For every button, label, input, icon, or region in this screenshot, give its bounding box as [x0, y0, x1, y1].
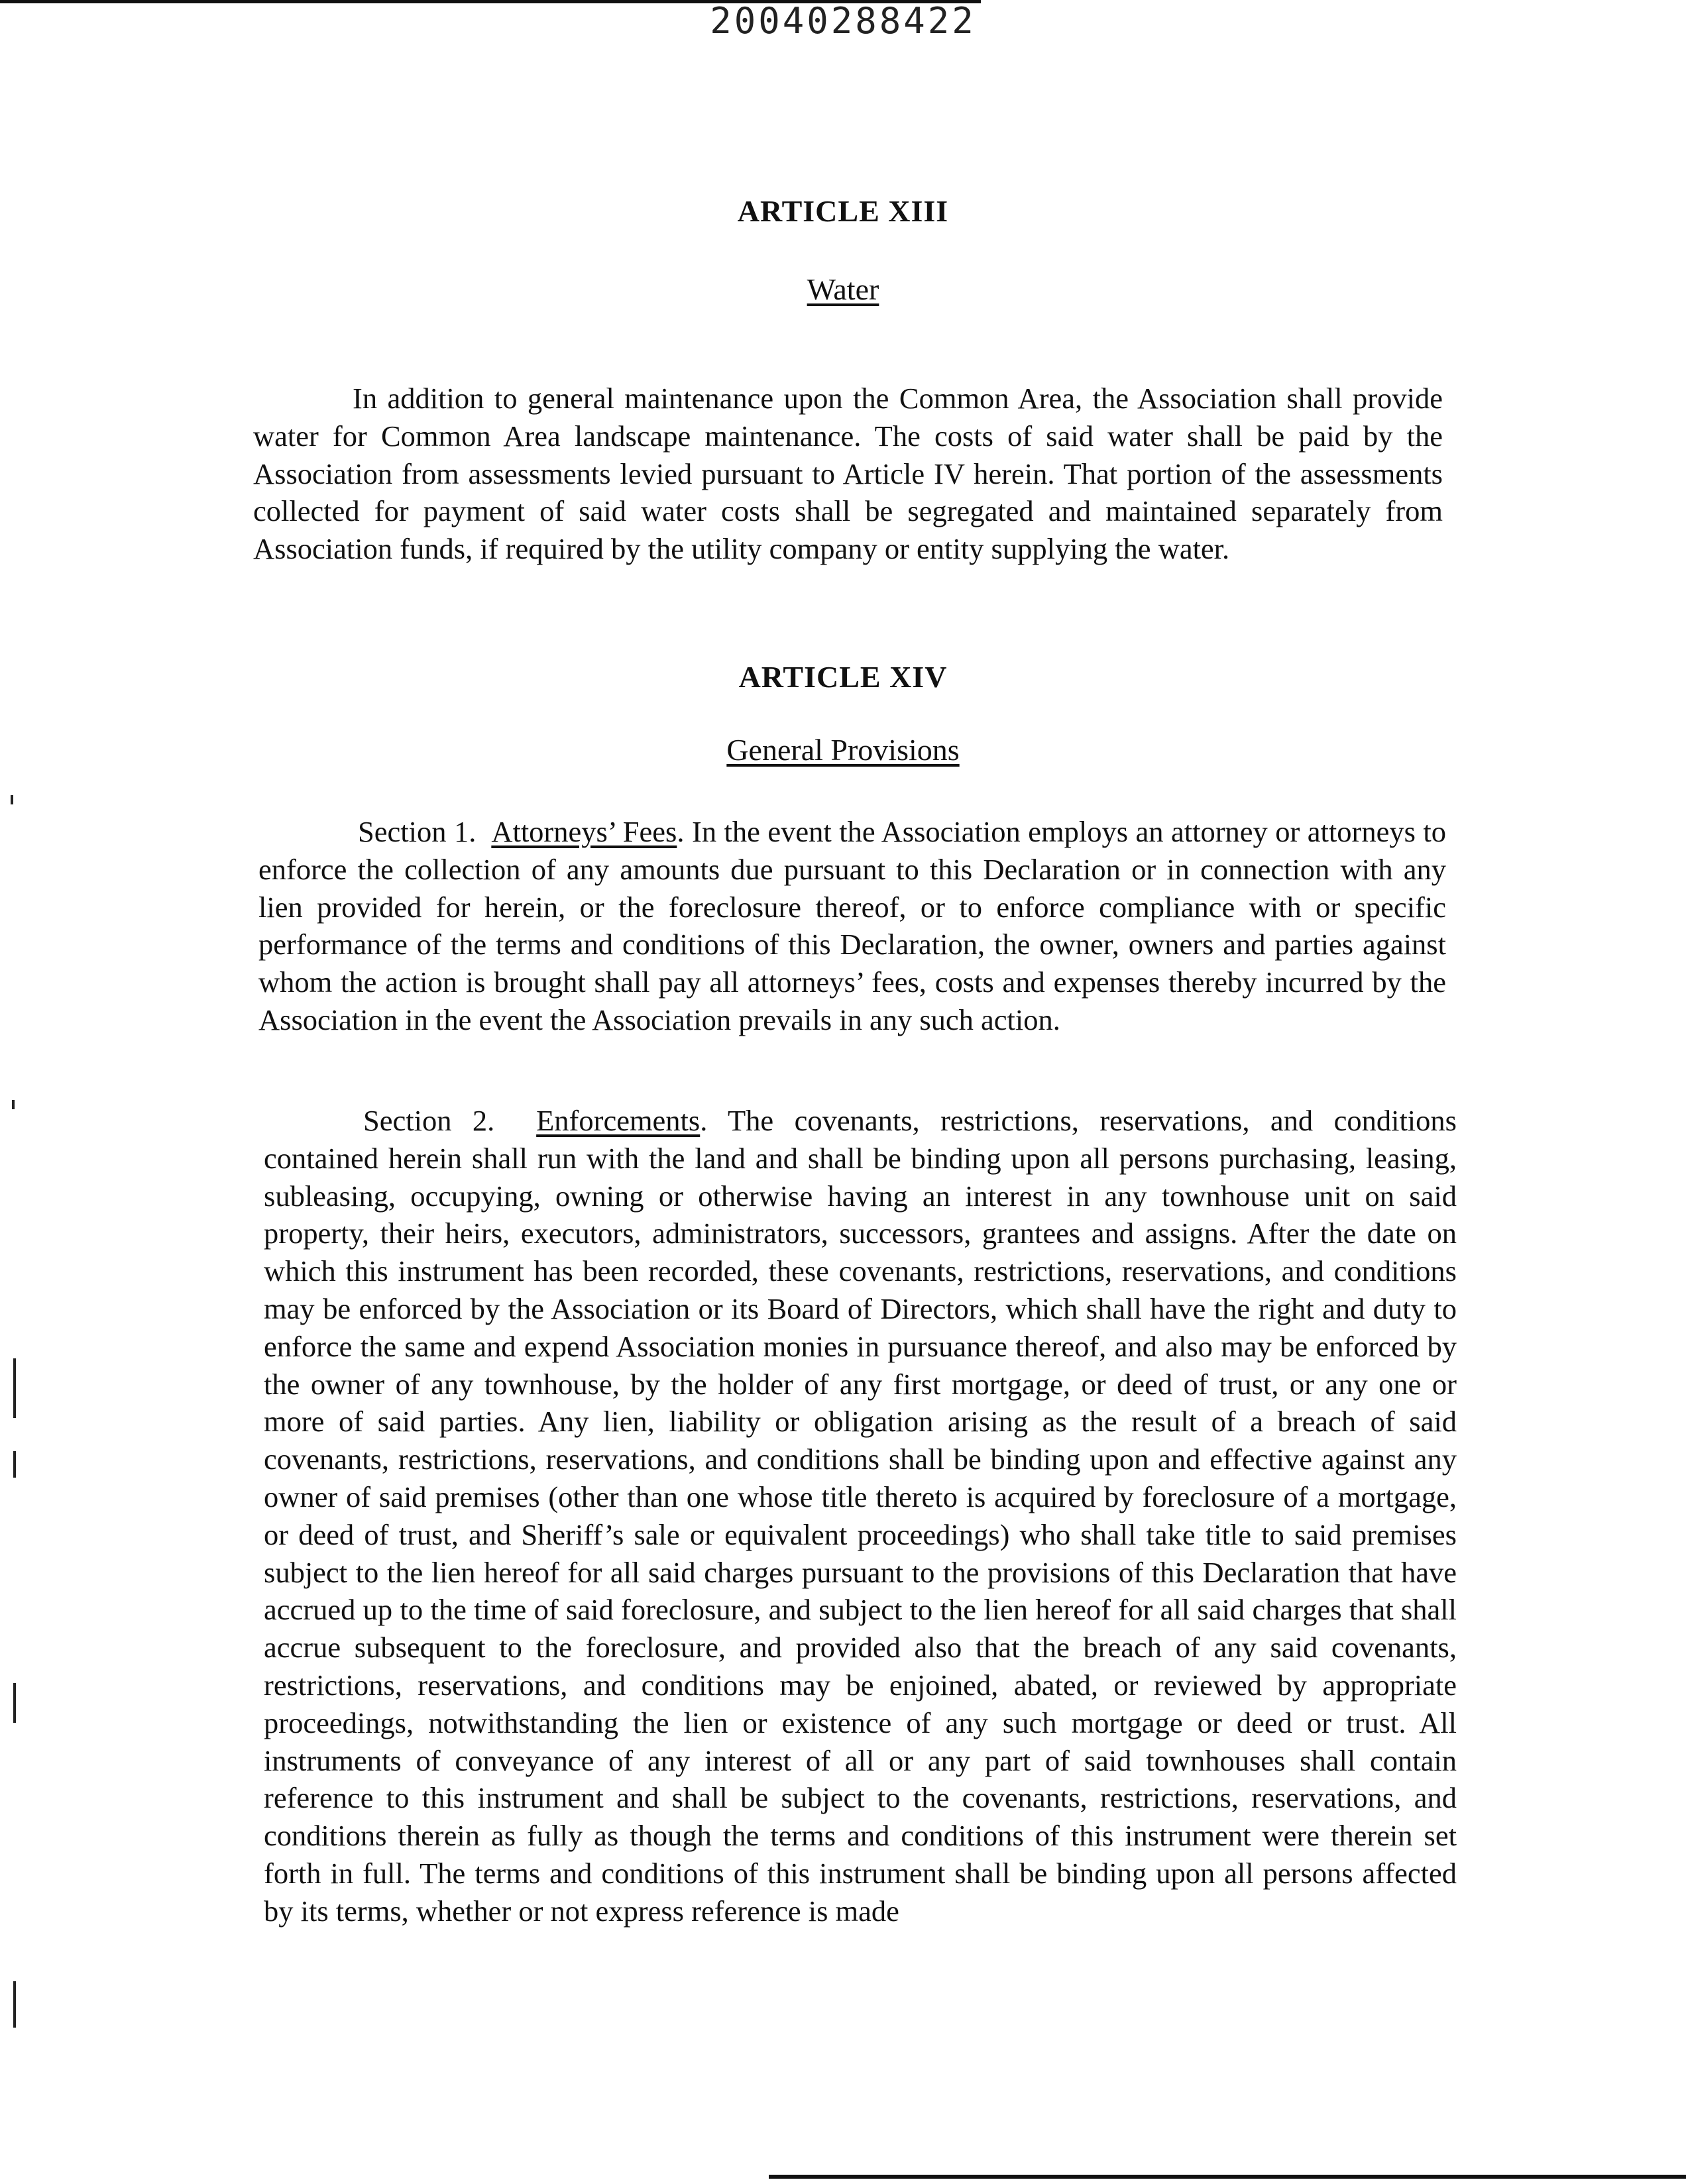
article-14-title: ARTICLE XIV	[738, 660, 948, 694]
margin-scan-mark	[13, 1451, 16, 1478]
article-13-title: ARTICLE XIII	[737, 194, 949, 228]
document-number: 20040288422	[710, 0, 976, 42]
margin-scan-mark	[11, 795, 13, 804]
article-14-subtitle-text: General Provisions	[726, 733, 960, 767]
article-14-subtitle	[0, 732, 1686, 767]
section-2-label: Section 2.	[363, 1104, 495, 1137]
bottom-scan-rule	[769, 2175, 1686, 2179]
article-13-paragraph-text: In addition to general maintenance upon the Common Area, the Association shall provide water for Common Area landscape maintenance. The costs of said water shall be paid by the Association from assessments levied pursuant to Article IV herein. That portion of the assessments collected for payment of said water costs shall be segregated and maintained separately from Association funds, if required by the utility company or entity supplying the water.	[253, 382, 1443, 566]
section-1-text: . In the event the Association employs an attorney or attorneys to enforce the collection of any amounts due pursuant to this Declaration or in connection with any lien provided for herein, or the foreclosure thereof, or to enforce compliance with or specific performance of the terms and conditions of this Declaration, the owner, owners and parties against whom the action is brought shall pay all attorneys’ fees, costs and expenses thereby incurred by the Association in the event the Association prevails in any such action.	[258, 815, 1447, 1036]
margin-scan-mark	[13, 1981, 16, 2028]
section-1-paragraph	[258, 813, 1446, 1039]
section-2-title: Enforcements	[536, 1104, 701, 1137]
article-13-subtitle-text: Water	[807, 272, 879, 306]
section-1-title: Attorneys’ Fees	[491, 815, 677, 848]
section-2-text: . The covenants, restrictions, reservations, and conditions contained herein shall run with the land and shall be binding upon all persons purchasing, leasing, subleasing, occupying, owning or otherwise having an interest in any townhouse unit on said property, their heirs, executors, administrators, successors, grantees and assigns. After the date on which this instrument has been recorded, these covenants, restrictions, reservations, and conditions may be enforced by the Association or its Board of Directors, which shall have the right and duty to enforce the same and expend Association monies in pursuance thereof, and also may be enforced by the owner of any townhouse, by the holder of any first mortgage, or deed of trust, or any one or more of said parties. Any lien, liability or obligation arising as the result of a breach of said covenants, restrictions, reservations, and conditions shall be binding upon and effective against any owner of said premises (other than one whose title thereto is acquired by foreclosure of a mortgage, or deed of trust, and Sheriff’s sale or equivalent proceedings) who shall take title to said premises subject to the lien hereof for all said charges pursuant to the provisions of this Declaration that have accrued up to the time of said foreclosure, and subject to the lien hereof for all said charges that shall accrue subsequent to the foreclosure, and provided also that the breach of any said covenants, restrictions, reservations, and conditions may be enjoined, abated, or reviewed by appropriate proceedings, notwithstanding the lien or existence of any such mortgage or deed or trust. All instruments of conveyance of any interest of all or any part of said townhouses shall contain reference to this instrument and shall be subject to the covenants, restrictions, reservations, and conditions therein as fully as though the terms and conditions of this instrument were therein set forth in full. The terms and conditions of this instrument shall be binding upon all persons affected by its terms, whether or not express reference is made	[264, 1104, 1457, 1928]
article-13-paragraph	[253, 380, 1443, 568]
margin-scan-mark	[13, 1358, 16, 1418]
margin-scan-mark	[13, 1683, 16, 1723]
section-1-label: Section 1.	[358, 815, 477, 848]
article-13-subtitle	[0, 272, 1686, 307]
section-2-paragraph	[264, 1102, 1457, 1930]
margin-scan-mark	[12, 1100, 15, 1109]
